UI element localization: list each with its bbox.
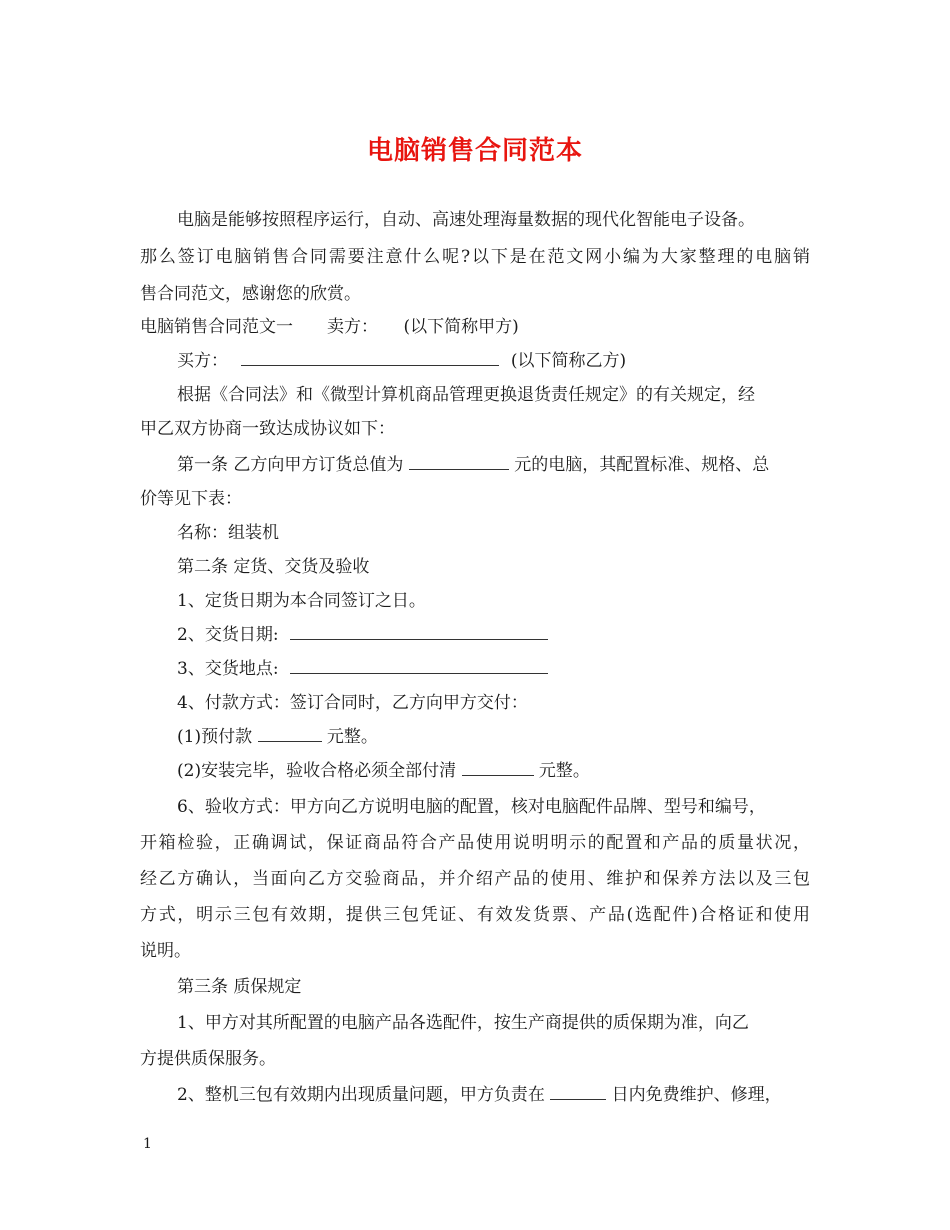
paragraph-line: 4、付款方式：签订合同时，乙方向甲方交付： [177, 693, 528, 713]
paragraph-line: 6、验收方式：甲方向乙方说明电脑的配置，核对电脑配件品牌、型号和编号， [177, 797, 766, 817]
paragraph-line: 电脑销售合同范文一 卖方： (以下简称甲方) [140, 317, 519, 337]
paragraph-line: 经乙方确认，当面向乙方交验商品，并介绍产品的使用、维护和保养方法以及三包 [140, 869, 810, 889]
prepayment-line [177, 727, 378, 747]
paragraph-line: 1、定货日期为本合同签订之日。 [177, 591, 426, 611]
page-number: 1 [143, 1136, 152, 1152]
article-one-text-2: 元的电脑，其配置标准、规格、总 [514, 455, 770, 475]
paragraph-line: 开箱检验，正确调试，保证商品符合产品使用说明明示的配置和产品的质量状况， [140, 833, 810, 853]
final-payment-unit: 元整。 [538, 761, 590, 781]
warranty-days-blank [550, 1085, 606, 1100]
paragraph-line: 甲乙双方协商一致达成协议如下： [140, 419, 395, 439]
warranty-text-2: 日内免费维护、修理， [611, 1085, 782, 1105]
article-one-text: 第一条 乙方向甲方订货总值为 [177, 455, 404, 475]
final-payment-line [177, 761, 590, 781]
article-one-line [177, 455, 769, 475]
paragraph-line: 方式，明示三包有效期，提供三包凭证、有效发货票、产品(选配件)合格证和使用 [140, 905, 810, 925]
buyer-blank [241, 351, 499, 366]
buyer-note: (以下简称乙方) [510, 351, 627, 371]
delivery-place-line [177, 659, 548, 679]
warranty-line [177, 1085, 782, 1105]
prepayment-unit: 元整。 [326, 727, 378, 747]
delivery-date-blank [290, 625, 548, 640]
prepayment-blank [258, 727, 322, 742]
article-heading: 第三条 质保规定 [177, 977, 302, 997]
paragraph-line: 名称：组装机 [177, 523, 279, 543]
buyer-line [177, 351, 626, 371]
paragraph-line: 价等见下表： [140, 489, 242, 509]
final-payment-blank [462, 761, 534, 776]
prepayment-label: (1)预付款 [177, 727, 253, 747]
paragraph-line: 电脑是能够按照程序运行，自动、高速处理海量数据的现代化智能电子设备。 [177, 210, 755, 230]
order-total-blank [409, 455, 509, 470]
buyer-label: 买方： [177, 351, 228, 371]
delivery-date-line [177, 625, 548, 645]
delivery-place-blank [290, 659, 548, 674]
paragraph-line: 方提供质保服务。 [140, 1049, 276, 1069]
paragraph-line: 1、甲方对其所配置的电脑产品各选配件，按生产商提供的质保期为准，向乙 [177, 1013, 749, 1033]
paragraph-line: 根据《合同法》和《微型计算机商品管理更换退货责任规定》的有关规定，经 [177, 385, 755, 405]
paragraph-line: 售合同范文，感谢您的欣赏。 [140, 284, 361, 304]
warranty-text: 2、整机三包有效期内出现质量问题，甲方负责在 [177, 1085, 545, 1105]
paragraph-line: 那么签订电脑销售合同需要注意什么呢?以下是在范文网小编为大家整理的电脑销 [140, 247, 810, 267]
delivery-place-label: 3、交货地点: [177, 659, 279, 679]
final-payment-label: (2)安装完毕，验收合格必须全部付清 [177, 761, 457, 781]
paragraph-line: 说明。 [140, 941, 191, 961]
article-heading: 第二条 定货、交货及验收 [177, 557, 370, 577]
delivery-date-label: 2、交货日期: [177, 625, 279, 645]
document-title: 电脑销售合同范本 [366, 136, 583, 166]
